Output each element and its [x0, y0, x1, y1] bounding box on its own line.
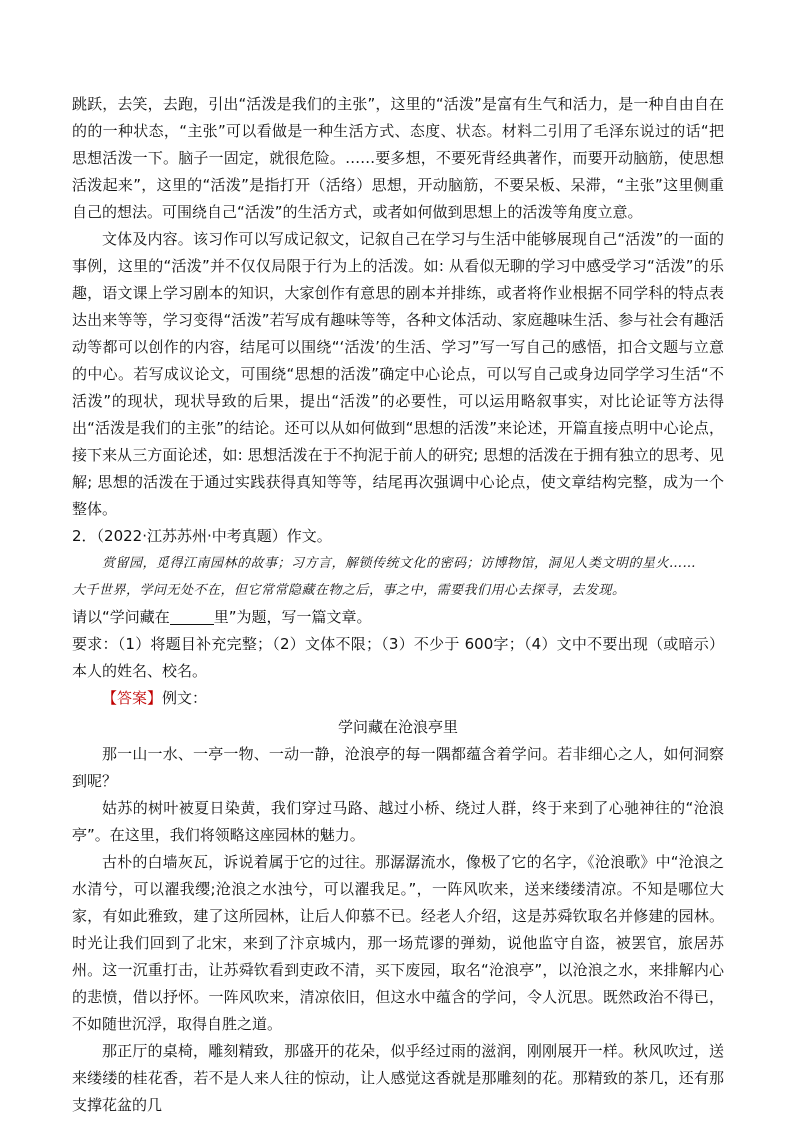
essay-paragraph: 那一山一水、一亭一物、一动一静，沧浪亭的每一隅都蕴含着学问。若非细心之人，如何洞察到呢？	[72, 745, 724, 790]
essay-title: 学问藏在沧浪亭里	[337, 718, 458, 736]
prompt-text-start: 请以“学问藏在	[72, 608, 170, 626]
essay-paragraph: 古朴的白墙灰瓦，诉说着属于它的过往。那潺潺流水，像极了它的名字，《沧浪歌》中“沧浪之水清兮，可以濯我缨;沧浪之水浊兮，可以濯我足。”，一阵风吹来，送来缕缕清凉。不知是哪位大家，有如此雅致，建了这所园林，让后人仰慕不已。经老人介绍，这是苏舜钦取名并修建的园林。时光让我们回到了北宋，来到了汴京城内，那一场荒谬的弹劾，说他监守自盗，被罢官，旅居苏州。这一沉重打击，让苏舜钦看到吏政不清，买下废园，取名“沧浪亭”，以沧浪之水，来排解内心的悲愤，借以抒怀。一阵风吹来，清凉依旧，但这水中蕴含的学问，令人沉思。既然政治不得已，不如随世沉浮，取得自胜之道。	[72, 853, 724, 1033]
requirements: 要求：（1）将题目补充完整；（2）文体不限；（3）不少于 600字；（4）文中不要出现（或暗示）本人的姓名、校名。	[72, 635, 724, 680]
question-2-header: 2．（2022·江苏苏州·中考真题）作文。	[72, 527, 332, 545]
analysis-paragraph-2: 文体及内容。该习作可以写成记叙文，记叙自己在学习与生活中能够展现自己“活泼”的一面的事例，这里的“活泼”并不仅仅局限于行为上的活泼。如: 从看似无聊的学习中感受学习“活泼”的乐趣，语文课上学习剧本的知识，大家创作有意思的剧本并排练，或者将作业根据不同学科的特点表达出来等等，学习变得“活泼”若写成有趣味等等，各种文体活动、家庭趣味生活、参与社会有趣活动等都可以创作的内容，结尾可以围绕“‘活泼’的生活、学习”写一写自己的感悟，扣合文题与立意的中心。若写成议论文，可围绕“思想的活泼”确定中心论点，可以写自己或身边同学学习生活“不活泼”的现状，现状导致的后果，提出“活泼”的必要性，可以运用略叙事实，对比论证等方法得出“活泼是我们的主张”的结论。还可以从如何做到“思想的活泼”来论述，开篇直接点明中心论点，接下来从三方面论述，如: 思想活泼在于不拘泥于前人的研究; 思想的活泼在于拥有独立的思考、见解; 思想的活泼在于通过实践获得真知等等，结尾再次强调中心论点，使文章结构完整，成为一个整体。	[72, 230, 724, 518]
prompt-text-end: 里”为题，写一篇文章。	[213, 608, 372, 626]
essay-paragraph: 那正厅的桌椅，雕刻精致，那盛开的花朵，似乎经过雨的滋润，刚刚展开一样。秋风吹过，送来缕缕的桂花香，若不是人来人往的惊动，让人感觉这香就是那雕刻的花。那精致的茶几，还有那支撑花盆的几	[72, 1042, 724, 1114]
quote-line-1: 赏留园，觅得江南园林的故事；习方言，解锁传统文化的密码；访博物馆，洞见人类文明的星火……	[102, 556, 697, 571]
answer-tag: 【答案】	[102, 689, 163, 707]
quote-line-2: 大千世界，学问无处不在，但它常常隐藏在物之后，事之中，需要我们用心去探寻，去发现。	[72, 583, 626, 598]
analysis-paragraph-1: 跳跃，去笑，去跑，引出“活泼是我们的主张”，这里的“活泼”是富有生气和活力，是一种自由自在的的一种状态，“主张”可以看做是一种生活方式、态度、状态。材料二引用了毛泽东说过的话“把思想活泼一下。脑子一固定，就很危险。……要多想，不要死背经典著作，而要开动脑筋，使思想活泼起来”，这里的“活泼”是指打开（活络）思想，开动脑筋，不要呆板、呆滞，“主张”这里侧重自己的想法。可围绕自己“活泼”的生活方式，或者如何做到思想上的活泼等角度立意。	[72, 95, 724, 221]
answer-line	[72, 685, 724, 712]
page-content	[72, 91, 724, 1119]
answer-label: 例文：	[162, 689, 208, 707]
essay-paragraph: 姑苏的树叶被夏日染黄，我们穿过马路、越过小桥、绕过人群，终于来到了心驰神往的“沧浪亭”。在这里，我们将领略这座园林的魅力。	[72, 799, 724, 844]
fill-in-blank	[170, 608, 214, 625]
essay-prompt	[72, 604, 724, 631]
